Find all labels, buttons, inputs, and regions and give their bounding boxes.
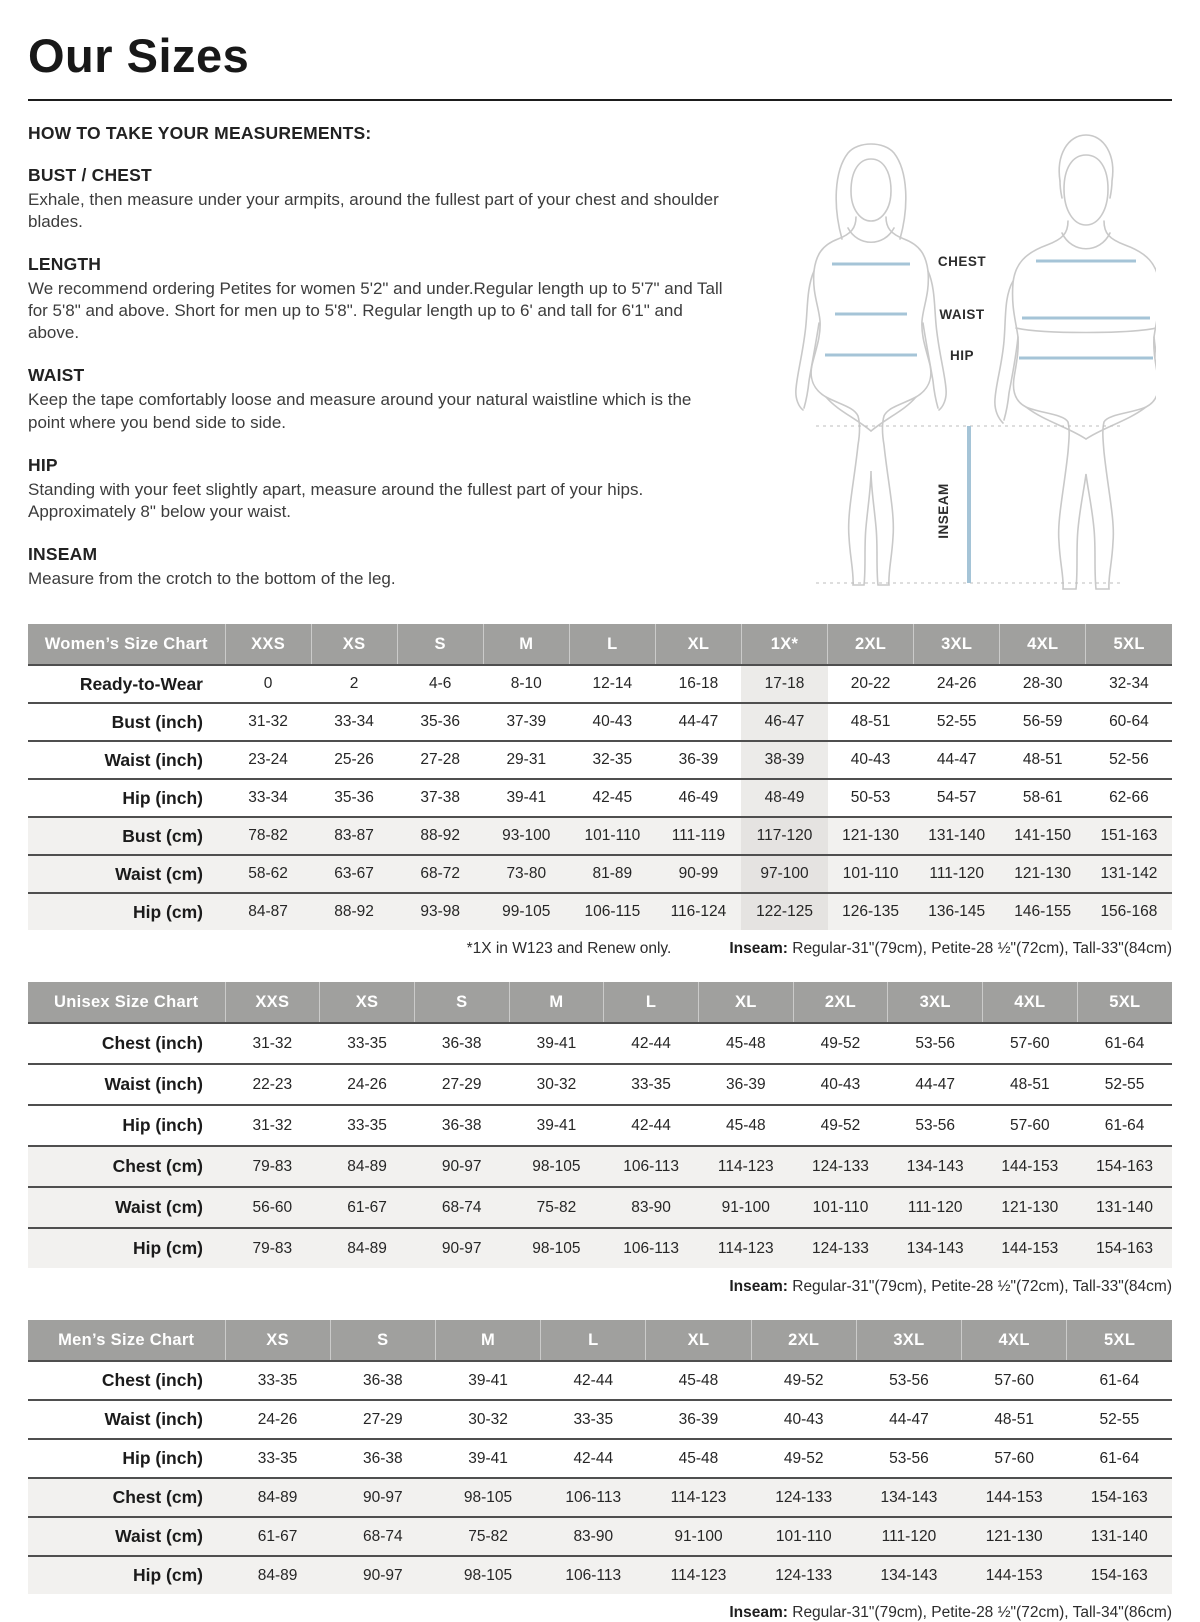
row-label: Ready-to-Wear <box>79 673 203 694</box>
size-column-header: 2XL <box>751 1320 856 1361</box>
size-cell: 36-38 <box>441 1034 482 1052</box>
size-cell: 144-153 <box>983 1146 1078 1187</box>
size-cell: 88-92 <box>397 817 483 855</box>
table-row <box>28 1556 1172 1594</box>
size-cell: 37-38 <box>420 789 461 806</box>
size-column-header: XS <box>225 1320 330 1361</box>
size-cell: 111-120 <box>888 1187 983 1228</box>
row-label: Bust (inch) <box>111 711 203 732</box>
size-cell: 106-113 <box>604 1146 699 1187</box>
size-cell: 83-90 <box>604 1187 699 1228</box>
size-cell: 131-142 <box>1086 855 1172 893</box>
size-column-header: 5XL <box>1077 982 1172 1023</box>
size-cell: 36-38 <box>363 1371 403 1389</box>
size-cell: 36-39 <box>725 1075 766 1093</box>
size-cell: 48-51 <box>994 1410 1034 1428</box>
size-column-header: 3XL <box>914 624 1000 665</box>
size-cell: 49-52 <box>820 1116 861 1134</box>
size-cell: 8-10 <box>510 675 542 692</box>
size-cell: 154-163 <box>1077 1228 1172 1268</box>
title-divider <box>28 99 1172 101</box>
size-cell: 90-97 <box>414 1228 509 1268</box>
size-cell: 48-51 <box>850 713 891 730</box>
row-label: Chest (cm) <box>28 1146 225 1187</box>
size-cell: 114-123 <box>646 1556 751 1594</box>
size-cell: 91-100 <box>646 1517 751 1556</box>
size-cell: 33-35 <box>573 1410 614 1428</box>
table-row <box>28 1023 1172 1064</box>
row-label: Hip (cm) <box>28 1556 225 1594</box>
size-cell: 106-113 <box>604 1228 699 1268</box>
size-cell: 121-130 <box>983 1187 1078 1228</box>
size-cell: 84-87 <box>225 893 311 930</box>
measurement-diagram <box>776 121 1156 606</box>
row-label: Hip (cm) <box>28 1228 225 1268</box>
size-cell: 98-105 <box>435 1478 540 1517</box>
size-cell: 45-48 <box>678 1371 719 1389</box>
size-cell: 101-110 <box>569 817 655 855</box>
size-cell: 146-155 <box>1000 893 1086 930</box>
table-row <box>28 855 1172 893</box>
table-row <box>28 817 1172 855</box>
row-label: Hip (inch) <box>122 1115 203 1135</box>
size-column-header: L <box>541 1320 646 1361</box>
size-cell: 33-35 <box>631 1075 671 1093</box>
size-cell: 31-32 <box>252 1116 293 1134</box>
size-cell: 42-44 <box>631 1116 671 1134</box>
size-cell: 28-30 <box>1022 675 1063 692</box>
size-cell: 32-34 <box>1109 675 1149 692</box>
section-body-bust-chest: Exhale, then measure under your armpits, around the fullest part of your chest and shoulder blades. <box>28 190 719 232</box>
size-cell: 151-163 <box>1086 817 1172 855</box>
size-cell: 93-98 <box>397 893 483 930</box>
size-cell: 36-39 <box>678 751 719 768</box>
size-column-header: XL <box>646 1320 751 1361</box>
size-cell: 45-48 <box>725 1116 766 1134</box>
size-cell: 57-60 <box>1010 1116 1050 1134</box>
size-cell: 40-43 <box>850 751 891 768</box>
size-cell: 36-38 <box>363 1449 403 1467</box>
size-cell: 136-145 <box>914 893 1000 930</box>
table-row <box>28 1187 1172 1228</box>
row-label: Chest (inch) <box>101 1370 203 1390</box>
size-cell: 97-100 <box>741 855 827 893</box>
size-cell: 98-105 <box>509 1228 604 1268</box>
size-cell: 33-35 <box>257 1371 298 1389</box>
size-cell: 134-143 <box>888 1146 983 1187</box>
size-cell: 12-14 <box>592 675 633 692</box>
size-cell: 68-74 <box>414 1187 509 1228</box>
size-cell: 25-26 <box>334 751 374 768</box>
size-cell: 84-89 <box>320 1146 415 1187</box>
section-title-bust-chest: BUST / CHEST <box>28 165 152 185</box>
size-cell: 131-140 <box>914 817 1000 855</box>
size-cell: 61-67 <box>225 1517 330 1556</box>
size-cell: 45-48 <box>678 1449 719 1467</box>
size-cell: 30-32 <box>536 1075 577 1093</box>
size-cell: 61-64 <box>1099 1371 1140 1389</box>
size-cell: 39-41 <box>468 1371 508 1389</box>
size-column-header: S <box>414 982 509 1023</box>
size-cell: 54-57 <box>936 789 977 806</box>
size-cell: 93-100 <box>483 817 569 855</box>
size-cell: 111-119 <box>655 817 741 855</box>
section-title-waist: WAIST <box>28 365 85 386</box>
size-cell: 39-41 <box>506 789 547 806</box>
size-cell: 134-143 <box>856 1556 961 1594</box>
size-cell: 83-87 <box>311 817 397 855</box>
size-cell: 36-38 <box>441 1116 482 1134</box>
size-cell: 16-18 <box>678 675 719 692</box>
inseam-label: INSEAM <box>936 483 951 539</box>
size-cell: 101-110 <box>793 1187 888 1228</box>
size-column-header: S <box>397 624 483 665</box>
section-body-length: We recommend ordering Petites for women 5'2" and under.Regular length up to 5'7" and Tall for 5'8" and above. Short for men up to 5'8". Regular length up to 6' and tall for 6'1" and above. <box>28 279 723 343</box>
row-label: Waist (inch) <box>104 1409 203 1429</box>
size-cell: 44-47 <box>915 1075 955 1093</box>
size-column-header: M <box>435 1320 540 1361</box>
size-cell: 124-133 <box>793 1228 888 1268</box>
size-cell: 101-110 <box>828 855 914 893</box>
size-column-header: M <box>483 624 569 665</box>
size-cell: 78-82 <box>225 817 311 855</box>
table-row <box>28 1478 1172 1517</box>
size-cell: 33-34 <box>248 789 288 806</box>
size-cell: 154-163 <box>1067 1556 1172 1594</box>
size-cell: 23-24 <box>248 751 288 768</box>
section-body-inseam: Measure from the crotch to the bottom of the leg. <box>28 568 396 588</box>
size-cell: 52-55 <box>936 713 977 730</box>
size-cell: 48-51 <box>1022 751 1063 768</box>
size-cell: 32-35 <box>592 751 633 768</box>
size-cell: 2 <box>349 675 359 692</box>
size-cell: 37-39 <box>506 713 547 730</box>
size-column-header: 5XL <box>1086 624 1172 665</box>
size-cell: 58-62 <box>225 855 311 893</box>
instructions-heading: HOW TO TAKE YOUR MEASUREMENTS: <box>28 123 372 143</box>
womens-inseam-footnote: Inseam: Regular-31"(79cm), Petite-28 ½"(72cm), Tall-33"(84cm) <box>729 940 1172 957</box>
size-cell: 46-49 <box>678 789 719 806</box>
size-cell: 61-64 <box>1099 1449 1140 1467</box>
size-cell: 49-52 <box>820 1034 861 1052</box>
size-cell: 114-123 <box>698 1228 793 1268</box>
size-cell: 131-140 <box>1077 1187 1172 1228</box>
womens-size-table <box>28 624 1172 930</box>
size-cell: 52-55 <box>1099 1410 1140 1428</box>
table-row <box>28 1105 1172 1146</box>
measurement-intro <box>28 117 1172 606</box>
section-title-inseam: INSEAM <box>28 543 98 564</box>
size-cell: 44-47 <box>936 751 977 768</box>
size-column-header: S <box>330 1320 435 1361</box>
size-cell: 4-6 <box>428 675 452 692</box>
size-cell: 44-47 <box>678 713 719 730</box>
size-cell: 57-60 <box>994 1371 1034 1389</box>
size-cell: 53-56 <box>915 1116 955 1134</box>
row-label: Waist (cm) <box>28 855 225 893</box>
size-cell: 56-60 <box>225 1187 320 1228</box>
size-cell: 144-153 <box>962 1478 1067 1517</box>
size-column-header: 3XL <box>888 982 983 1023</box>
size-cell: 42-44 <box>573 1449 614 1467</box>
size-cell: 98-105 <box>435 1556 540 1594</box>
section-body-hip: Standing with your feet slightly apart, measure around the fullest part of your hips. Approximately 8" below your waist. <box>28 479 644 521</box>
row-label: Waist (cm) <box>28 1517 225 1556</box>
size-cell: 35-36 <box>334 789 374 806</box>
measurement-instructions <box>28 117 728 590</box>
size-column-header: XL <box>655 624 741 665</box>
table-title: Unisex Size Chart <box>28 982 225 1023</box>
size-cell: 57-60 <box>1010 1034 1050 1052</box>
size-cell: 75-82 <box>435 1517 540 1556</box>
table-title: Men’s Size Chart <box>28 1320 225 1361</box>
size-cell: 57-60 <box>994 1449 1034 1467</box>
size-cell: 124-133 <box>793 1146 888 1187</box>
size-cell: 40-43 <box>820 1075 861 1093</box>
body-figures-illustration <box>776 121 1156 601</box>
size-column-header: 4XL <box>1000 624 1086 665</box>
size-cell: 61-64 <box>1104 1116 1145 1134</box>
size-cell: 124-133 <box>751 1556 856 1594</box>
section-body-waist: Keep the tape comfortably loose and measure around your natural waistline which is the point where you bend side to side. <box>28 390 692 432</box>
size-cell: 30-32 <box>468 1410 508 1428</box>
size-column-header: XS <box>320 982 415 1023</box>
size-cell: 39-41 <box>468 1449 508 1467</box>
size-cell: 48-51 <box>1010 1075 1050 1093</box>
section-title-length: LENGTH <box>28 254 102 275</box>
size-column-header: M <box>509 982 604 1023</box>
size-cell: 84-89 <box>225 1478 330 1517</box>
size-cell: 17-18 <box>741 665 827 703</box>
size-cell: 154-163 <box>1077 1146 1172 1187</box>
size-cell: 40-43 <box>592 713 633 730</box>
size-cell: 134-143 <box>856 1478 961 1517</box>
table-row <box>28 1064 1172 1105</box>
page-title: Our Sizes <box>28 29 250 82</box>
table-row <box>28 779 1172 817</box>
size-cell: 116-124 <box>655 893 741 930</box>
size-cell: 53-56 <box>889 1371 929 1389</box>
size-cell: 0 <box>263 675 273 692</box>
size-cell: 124-133 <box>751 1478 856 1517</box>
size-cell: 62-66 <box>1109 789 1149 806</box>
size-cell: 91-100 <box>698 1187 793 1228</box>
size-cell: 49-52 <box>783 1371 824 1389</box>
size-cell: 126-135 <box>828 893 914 930</box>
size-cell: 33-35 <box>257 1449 298 1467</box>
size-cell: 106-113 <box>541 1556 646 1594</box>
size-cell: 156-168 <box>1086 893 1172 930</box>
size-cell: 56-59 <box>1022 713 1063 730</box>
size-column-header: 1X* <box>741 624 827 665</box>
size-cell: 24-26 <box>347 1075 387 1093</box>
size-cell: 27-29 <box>441 1075 482 1093</box>
womens-size-chart-section <box>28 624 1172 958</box>
size-cell: 44-47 <box>889 1410 929 1428</box>
womens-footnotes <box>28 940 1172 958</box>
size-column-header: L <box>604 982 699 1023</box>
one-x-footnote: *1X in W123 and Renew only. <box>466 940 672 957</box>
size-cell: 24-26 <box>257 1410 298 1428</box>
size-cell: 48-49 <box>741 779 827 817</box>
waist-label: WAIST <box>939 307 985 322</box>
size-cell: 40-43 <box>783 1410 824 1428</box>
row-label: Waist (cm) <box>28 1187 225 1228</box>
size-cell: 121-130 <box>828 817 914 855</box>
size-cell: 90-97 <box>330 1556 435 1594</box>
size-cell: 154-163 <box>1067 1478 1172 1517</box>
table-title: Women’s Size Chart <box>28 624 225 665</box>
size-cell: 84-89 <box>225 1556 330 1594</box>
size-cell: 121-130 <box>962 1517 1067 1556</box>
table-row <box>28 1146 1172 1187</box>
size-cell: 61-67 <box>320 1187 415 1228</box>
table-row <box>28 703 1172 741</box>
size-cell: 50-53 <box>850 789 891 806</box>
size-cell: 68-74 <box>330 1517 435 1556</box>
size-cell: 60-64 <box>1109 713 1149 730</box>
size-cell: 117-120 <box>741 817 827 855</box>
size-cell: 31-32 <box>248 713 288 730</box>
mens-footnotes <box>28 1604 1172 1622</box>
size-cell: 106-113 <box>541 1478 646 1517</box>
size-column-header: 5XL <box>1067 1320 1172 1361</box>
row-label: Waist (inch) <box>104 1074 203 1094</box>
size-cell: 53-56 <box>915 1034 955 1052</box>
unisex-size-chart-section <box>28 982 1172 1296</box>
size-column-header: 4XL <box>962 1320 1067 1361</box>
size-cell: 114-123 <box>698 1146 793 1187</box>
mens-size-chart-section <box>28 1320 1172 1622</box>
size-cell: 45-48 <box>725 1034 766 1052</box>
size-cell: 90-99 <box>655 855 741 893</box>
size-cell: 42-45 <box>592 789 633 806</box>
section-title-hip: HIP <box>28 454 58 475</box>
size-cell: 33-35 <box>347 1034 387 1052</box>
size-cell: 49-52 <box>783 1449 824 1467</box>
size-column-header: XXS <box>225 624 311 665</box>
size-cell: 99-105 <box>483 893 569 930</box>
row-label: Chest (inch) <box>101 1033 203 1053</box>
table-row <box>28 1439 1172 1478</box>
table-row <box>28 893 1172 930</box>
table-row <box>28 1400 1172 1439</box>
table-row <box>28 741 1172 779</box>
size-cell: 36-39 <box>678 1410 719 1428</box>
size-cell: 79-83 <box>225 1228 320 1268</box>
size-cell: 31-32 <box>252 1034 293 1052</box>
size-cell: 122-125 <box>741 893 827 930</box>
size-cell: 33-34 <box>334 713 374 730</box>
size-cell: 20-22 <box>850 675 891 692</box>
size-cell: 61-64 <box>1104 1034 1145 1052</box>
size-cell: 63-67 <box>311 855 397 893</box>
size-cell: 84-89 <box>320 1228 415 1268</box>
size-cell: 79-83 <box>225 1146 320 1187</box>
table-row <box>28 1517 1172 1556</box>
size-column-header: 3XL <box>856 1320 961 1361</box>
size-cell: 90-97 <box>414 1146 509 1187</box>
size-cell: 121-130 <box>1000 855 1086 893</box>
size-cell: 106-115 <box>569 893 655 930</box>
row-label: Hip (cm) <box>28 893 225 930</box>
size-cell: 114-123 <box>646 1478 751 1517</box>
size-column-header: 2XL <box>793 982 888 1023</box>
size-cell: 53-56 <box>889 1449 929 1467</box>
size-column-header: L <box>569 624 655 665</box>
size-cell: 39-41 <box>536 1116 577 1134</box>
size-cell: 27-28 <box>420 751 461 768</box>
size-column-header: 2XL <box>828 624 914 665</box>
size-cell: 90-97 <box>330 1478 435 1517</box>
unisex-size-table <box>28 982 1172 1268</box>
size-cell: 22-23 <box>252 1075 293 1093</box>
size-cell: 73-80 <box>483 855 569 893</box>
size-cell: 134-143 <box>888 1228 983 1268</box>
size-cell: 52-56 <box>1109 751 1149 768</box>
row-label: Waist (inch) <box>104 749 203 770</box>
size-cell: 38-39 <box>741 741 827 779</box>
row-label: Chest (cm) <box>28 1478 225 1517</box>
size-cell: 46-47 <box>741 703 827 741</box>
mens-size-table <box>28 1320 1172 1594</box>
size-cell: 141-150 <box>1000 817 1086 855</box>
size-cell: 33-35 <box>347 1116 387 1134</box>
size-cell: 35-36 <box>420 713 461 730</box>
table-row <box>28 665 1172 703</box>
size-cell: 27-29 <box>363 1410 403 1428</box>
row-label: Hip (inch) <box>122 787 203 808</box>
unisex-footnotes <box>28 1278 1172 1296</box>
chest-label: CHEST <box>937 254 987 269</box>
size-column-header: XL <box>698 982 793 1023</box>
size-cell: 39-41 <box>536 1034 577 1052</box>
mens-inseam-footnote: Inseam: Regular-31"(79cm), Petite-28 ½"(72cm), Tall-34"(86cm) <box>729 1604 1172 1621</box>
measurement-lines <box>825 261 1153 358</box>
size-cell: 101-110 <box>751 1517 856 1556</box>
size-cell: 42-44 <box>631 1034 671 1052</box>
size-cell: 88-92 <box>311 893 397 930</box>
size-cell: 68-72 <box>397 855 483 893</box>
size-cell: 24-26 <box>936 675 977 692</box>
size-column-header: XXS <box>225 982 320 1023</box>
table-row <box>28 1228 1172 1268</box>
size-cell: 144-153 <box>962 1556 1067 1594</box>
row-label: Bust (cm) <box>28 817 225 855</box>
size-cell: 29-31 <box>506 751 547 768</box>
size-cell: 98-105 <box>509 1146 604 1187</box>
size-column-header: 4XL <box>983 982 1078 1023</box>
size-cell: 144-153 <box>983 1228 1078 1268</box>
hip-label: HIP <box>949 348 975 363</box>
row-label: Hip (inch) <box>122 1448 203 1468</box>
unisex-inseam-footnote: Inseam: Regular-31"(79cm), Petite-28 ½"(72cm), Tall-33"(84cm) <box>729 1278 1172 1295</box>
size-column-header: XS <box>311 624 397 665</box>
table-row <box>28 1361 1172 1400</box>
size-cell: 111-120 <box>856 1517 961 1556</box>
size-cell: 75-82 <box>509 1187 604 1228</box>
size-cell: 111-120 <box>914 855 1000 893</box>
size-cell: 131-140 <box>1067 1517 1172 1556</box>
size-cell: 83-90 <box>541 1517 646 1556</box>
size-cell: 52-55 <box>1104 1075 1145 1093</box>
size-cell: 58-61 <box>1022 789 1063 806</box>
size-cell: 81-89 <box>569 855 655 893</box>
size-cell: 42-44 <box>573 1371 614 1389</box>
